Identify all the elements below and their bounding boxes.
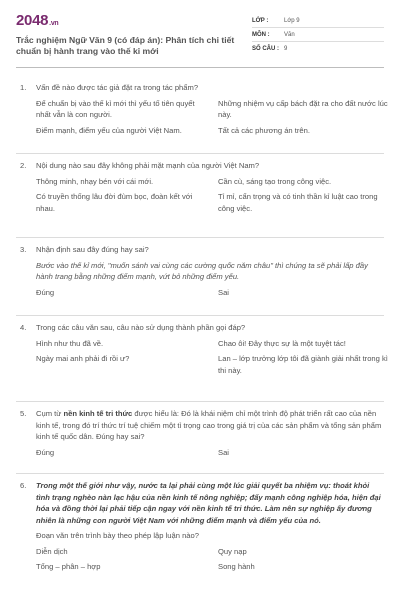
answer-list [36,176,384,215]
answer-option[interactable]: Để chuẩn bị vào thế kỉ mới thì yếu tố tiên quyết nhất vẫn là con người. [36,98,195,119]
answer-option[interactable]: Chao ôi! Đây thực sự là một tuyệt tác! [218,338,346,348]
question-6 [16,474,384,579]
page-title: Trắc nghiệm Ngữ Văn 9 (có đáp án): Phân tích chi tiết chuẩn bị hành trang vào thế kỉ mới [16,35,235,56]
answer-option[interactable]: Song hành [218,562,255,571]
question-text: Đoạn văn trên trình bày theo phép lập luận nào? [36,531,199,540]
question-text: Nhận định sau đây đúng hay sai? [36,245,149,254]
question-text: Vấn đề nào được tác giả đặt ra trong tác phẩm? [36,83,199,92]
answer-option[interactable]: Có truyền thống lâu đời đùm bọc, đoàn kết với nhau. [36,192,193,213]
answer-option[interactable]: Hình như thu đã về. [36,338,104,348]
question-1 [16,68,388,154]
question-text-post: được hiểu là: Đó là khái niệm chỉ một trình độ phát triển rất cao của nền kinh tế, trong đó trí thức trí tuệ chiếm một tỉ trọng cao trong giá trị của các sản phẩm và tổng sản phẩm kinh tế quốc dân. Đúng hay sai? [36,409,382,441]
answer-option[interactable]: Sai [218,287,229,297]
answer-option[interactable]: Những nhiệm vụ cấp bách đặt ra cho đất nước lúc này. [218,98,388,119]
meta-row-class [252,14,384,28]
meta-value: Văn [284,31,295,38]
brand-block [16,12,244,67]
answer-list [36,98,388,137]
meta-table [252,12,384,67]
question-number: 6. [20,481,27,490]
answer-option[interactable]: Sai [218,447,229,457]
question-4 [16,316,388,402]
question-number: 3. [20,245,27,254]
answer-list [36,447,384,459]
question-5 [16,402,384,474]
answer-option[interactable]: Tỉ mỉ, cẩn trọng và có tinh thần kỉ luật cao trong công việc. [218,192,378,213]
answer-option[interactable]: Quy nạp [218,546,247,556]
answer-option[interactable]: Điểm mạnh, điểm yếu của người Việt Nam. [36,125,182,135]
question-number: 5. [20,409,27,418]
page-header [16,0,384,68]
answer-list [36,287,384,299]
question-text: Trong các câu văn sau, câu nào sử dụng thành phần gọi đáp? [36,323,246,332]
question-passage: Trong một thế giới như vậy, nước ta lại phải cùng một lúc giải quyết ba nhiệm vụ: thoát khỏi tình trạng nghèo nàn lạc hậu của nền kinh tế nông nghiệp; đẩy mạnh công nghiệp hóa, hiện đại hóa và đồng thời lại phải tiếp cận ngay với nền kinh tế tri thức. Làm nên sự nghiệp ấy đương nhiên là những con người Việt Nam với những điểm mạnh và điểm yếu của nó. [36,481,381,525]
answer-option[interactable]: Tổng – phân – hợp [36,562,101,571]
answer-option[interactable]: Tất cả các phương án trên. [218,125,310,135]
meta-label: LỚP : [252,17,269,24]
question-text: Nội dung nào sau đây không phải mặt mạnh của người Việt Nam? [36,161,260,170]
question-3 [16,238,384,316]
answer-option[interactable]: Cần cù, sáng tạo trong công việc. [218,176,332,186]
question-number: 1. [20,83,27,92]
answer-list [36,338,388,377]
question-text [36,408,384,443]
meta-value: 9 [284,45,288,52]
meta-label: MÔN : [252,31,270,38]
answer-list [36,546,384,573]
logo-suffix: .vn [49,20,59,27]
answer-option[interactable]: Ngày mai anh phải đi rồi ư? [36,354,130,363]
answer-option[interactable]: Thông minh, nhạy bén với cái mới. [36,176,154,186]
answer-option[interactable]: Lan – lớp trưởng lớp tôi đã giành giải nhất trong kì thi này. [218,354,388,375]
logo-main: 2048 [16,12,49,29]
question-text-pre: Cụm từ [36,409,64,418]
question-number: 4. [20,323,27,332]
question-keyword: nền kinh tế tri thức [63,409,133,418]
meta-label: SỐ CÂU : [252,45,279,52]
question-number: 2. [20,161,27,170]
site-logo[interactable] [16,12,244,33]
meta-value: Lớp 9 [284,17,300,24]
answer-option[interactable]: Đúng [36,447,55,457]
statement-text: Bước vào thế kỉ mới, "muốn sánh vai cùng các cường quốc năm châu" thì chúng ta sẽ phải lấp đầy hành trang bằng những điểm mạnh, vứt bỏ những điểm yếu. [36,260,368,281]
question-2 [16,154,384,238]
meta-row-subject [252,28,384,42]
meta-row-count [252,42,384,55]
answer-option[interactable]: Đúng [36,287,55,297]
answer-option[interactable]: Diễn dịch [36,546,68,556]
